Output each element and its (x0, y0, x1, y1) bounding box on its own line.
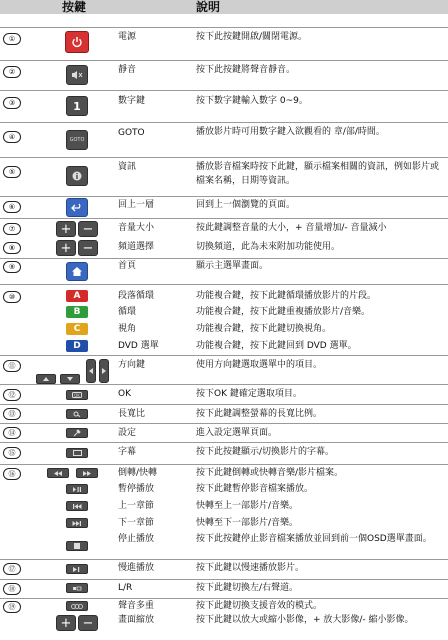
rewind-icon (53, 471, 63, 476)
zoom-icon (72, 411, 82, 417)
key-description: 進入設定選單頁面。 (196, 428, 278, 438)
key-name: 靜音 (118, 65, 137, 75)
audio-channel-icon (72, 586, 82, 591)
channel-down-button[interactable]: − (78, 240, 98, 256)
slow-icon (72, 567, 82, 572)
key-description: 功能複合鍵，按下此鍵循環播放影片的片段。 (196, 291, 377, 301)
rewind-button[interactable] (47, 468, 69, 478)
key-name: OK (118, 389, 131, 399)
key-description: 播放影音檔案時按下此鍵，顯示檔案相關的資訊，例如影片或檔案名稱，日期等資訊。 (196, 162, 440, 186)
digit-button[interactable]: 1 (66, 96, 88, 116)
setup-button[interactable] (66, 428, 88, 438)
key-name: 倒轉/快轉 (118, 468, 158, 478)
row-number: ① (3, 33, 21, 45)
key-description: 回到上一個瀏覽的頁面。 (196, 200, 296, 210)
arrow-right-icon (102, 368, 106, 374)
info-button[interactable] (66, 166, 88, 186)
key-description: 按下此鍵切換支援音效的模式。 (196, 601, 323, 611)
fast-forward-button[interactable] (76, 468, 98, 478)
stop-icon (74, 543, 80, 549)
zoom-in-button[interactable]: + (56, 615, 76, 631)
zoom-out-button[interactable]: − (78, 615, 98, 631)
key-description: 使用方向鍵選取選單中的項目。 (196, 360, 323, 370)
key-name: 暫停播放 (118, 484, 155, 494)
row-number: ⑤ (3, 166, 21, 178)
previous-icon (72, 504, 82, 509)
ok-button[interactable] (66, 390, 88, 400)
key-name: 首頁 (118, 261, 137, 271)
key-name: 方向鍵 (118, 360, 146, 370)
key-name: 數字鍵 (118, 96, 146, 106)
next-icon (72, 521, 82, 526)
row-number: ⑥ (3, 201, 21, 213)
volume-down-button[interactable]: − (78, 221, 98, 237)
row-number: ⑪ (3, 360, 21, 372)
slow-play-button[interactable] (66, 564, 88, 574)
key-description: 功能複合鍵，按下此鍵重複播放影片/音樂。 (196, 307, 371, 317)
key-description: 顯示主選單畫面。 (196, 261, 269, 271)
row-number: ⑯ (3, 468, 21, 480)
row-number: ⑮ (3, 447, 21, 459)
wrench-icon (73, 429, 81, 437)
key-description: 按下此按鍵顯示/切換影片的字幕。 (196, 447, 335, 457)
row-number: ⑬ (3, 408, 21, 420)
fast-forward-icon (82, 471, 92, 476)
key-description: 按下此鍵暫停影音檔案播放。 (196, 484, 314, 494)
key-description: 按下此按鍵停止影音檔案播放並回到前一個OSD選單畫面。 (196, 534, 432, 544)
home-icon (71, 266, 83, 277)
arrow-left-icon (89, 368, 93, 374)
key-name: 慢進播放 (118, 563, 155, 573)
key-name: 電源 (118, 32, 137, 42)
power-icon (71, 36, 83, 48)
key-name: DVD 選單 (118, 341, 159, 351)
key-description: 快轉至上一部影片/音樂。 (196, 501, 299, 511)
key-description: 按下此鍵切換左/右聲道。 (196, 583, 299, 593)
row-number: ⑱ (3, 583, 21, 595)
row-number: ⑫ (3, 389, 21, 401)
key-description: 功能複合鍵，按下此鍵切換視角。 (196, 324, 332, 334)
key-name: 上一章節 (118, 501, 155, 511)
return-icon (71, 203, 83, 213)
key-name: 畫面縮放 (118, 615, 155, 625)
row-number: ② (3, 66, 21, 78)
audio-mode-button[interactable] (66, 601, 88, 611)
table-header (0, 0, 448, 14)
header-description: 說明 (196, 0, 221, 14)
arrow-up-button[interactable] (36, 374, 56, 384)
color-button-d[interactable]: D (66, 340, 88, 352)
key-description: 按下此鍵調整螢幕的長寬比例。 (196, 409, 323, 419)
aspect-ratio-button[interactable] (66, 409, 88, 419)
row-number: ③ (3, 97, 21, 109)
subtitle-icon (73, 450, 82, 456)
multi-audio-icon (71, 604, 83, 609)
color-button-b[interactable]: B (66, 306, 88, 318)
color-button-c[interactable]: C (66, 323, 88, 335)
key-name: 資訊 (118, 162, 137, 172)
lr-channel-button[interactable] (66, 583, 88, 593)
key-description: 按下數字鍵輸入數字 0~9。 (196, 96, 308, 106)
key-name: 頻道選擇 (118, 242, 155, 252)
arrow-down-button[interactable] (60, 374, 80, 384)
row-number: ⑨ (3, 261, 21, 273)
key-name: 回上一層 (118, 200, 155, 210)
volume-up-button[interactable]: + (56, 221, 76, 237)
key-name: 下一章節 (118, 518, 155, 528)
play-pause-button[interactable] (66, 484, 88, 494)
row-number: ⑭ (3, 427, 21, 439)
key-name: GOTO (118, 128, 145, 138)
key-name: 停止播放 (118, 534, 155, 544)
key-description: 按下此鍵以放大或縮小影像，+ 放大影像/- 縮小影像。 (196, 615, 414, 625)
ok-icon (72, 392, 82, 398)
back-button[interactable] (66, 198, 88, 217)
row-number: ⑩ (3, 291, 21, 303)
key-name: 聲音多重 (118, 601, 155, 611)
svg-text:OK: OK (74, 392, 80, 398)
power-button[interactable] (65, 31, 89, 53)
arrow-up-icon (43, 377, 49, 381)
subtitle-button[interactable] (66, 448, 88, 458)
play-pause-icon (72, 487, 82, 492)
header-keys: 按鍵 (62, 0, 87, 14)
row-number: ⑰ (3, 563, 21, 575)
channel-up-button[interactable]: + (56, 240, 76, 256)
key-name: 設定 (118, 428, 137, 438)
key-description: 按下此按鍵將聲音靜音。 (196, 65, 296, 75)
color-button-a[interactable]: A (66, 290, 88, 302)
key-description: 功能複合鍵，按下此鍵回到 DVD 選單。 (196, 341, 357, 351)
row-number: ⑲ (3, 601, 21, 613)
key-description: 按此鍵調整音量的大小，+ 音量增加/- 音量減小 (196, 223, 387, 233)
mute-button[interactable] (66, 65, 88, 85)
key-description: 按下此鍵倒轉或快轉音樂/影片檔案。 (196, 468, 344, 478)
key-name: L/R (118, 583, 133, 593)
key-description: 播放影片時可用數字鍵入欲觀看的 章/部/時間。 (196, 127, 385, 137)
previous-chapter-button[interactable] (66, 501, 88, 511)
stop-button[interactable] (66, 541, 88, 551)
key-description: 快轉至下一部影片/音樂。 (196, 518, 299, 528)
goto-button[interactable]: GOTO (66, 130, 88, 150)
info-icon (72, 170, 82, 182)
next-chapter-button[interactable] (66, 518, 88, 528)
home-button[interactable] (66, 262, 88, 281)
key-name: 長寬比 (118, 409, 146, 419)
row-number: ⑦ (3, 223, 21, 235)
key-name: 段落循環 (118, 291, 155, 301)
key-name: 音量大小 (118, 223, 155, 233)
key-name: 字幕 (118, 447, 137, 457)
row-number: ④ (3, 131, 21, 143)
key-description: 按下此按鍵開啟/關閉電源。 (196, 32, 308, 42)
key-description: 按下此鍵以慢速播放影片。 (196, 563, 305, 573)
key-description: 切換頻道，此為未來附加功能使用。 (196, 242, 341, 252)
key-name: 視角 (118, 324, 137, 334)
arrow-down-icon (67, 377, 73, 381)
key-name: 循環 (118, 307, 137, 317)
mute-icon (71, 70, 83, 80)
row-number: ⑧ (3, 242, 21, 254)
key-description: 按下OK 鍵確定選取項目。 (196, 389, 302, 399)
arrow-left-button[interactable] (86, 359, 96, 383)
arrow-right-button[interactable] (99, 359, 109, 383)
